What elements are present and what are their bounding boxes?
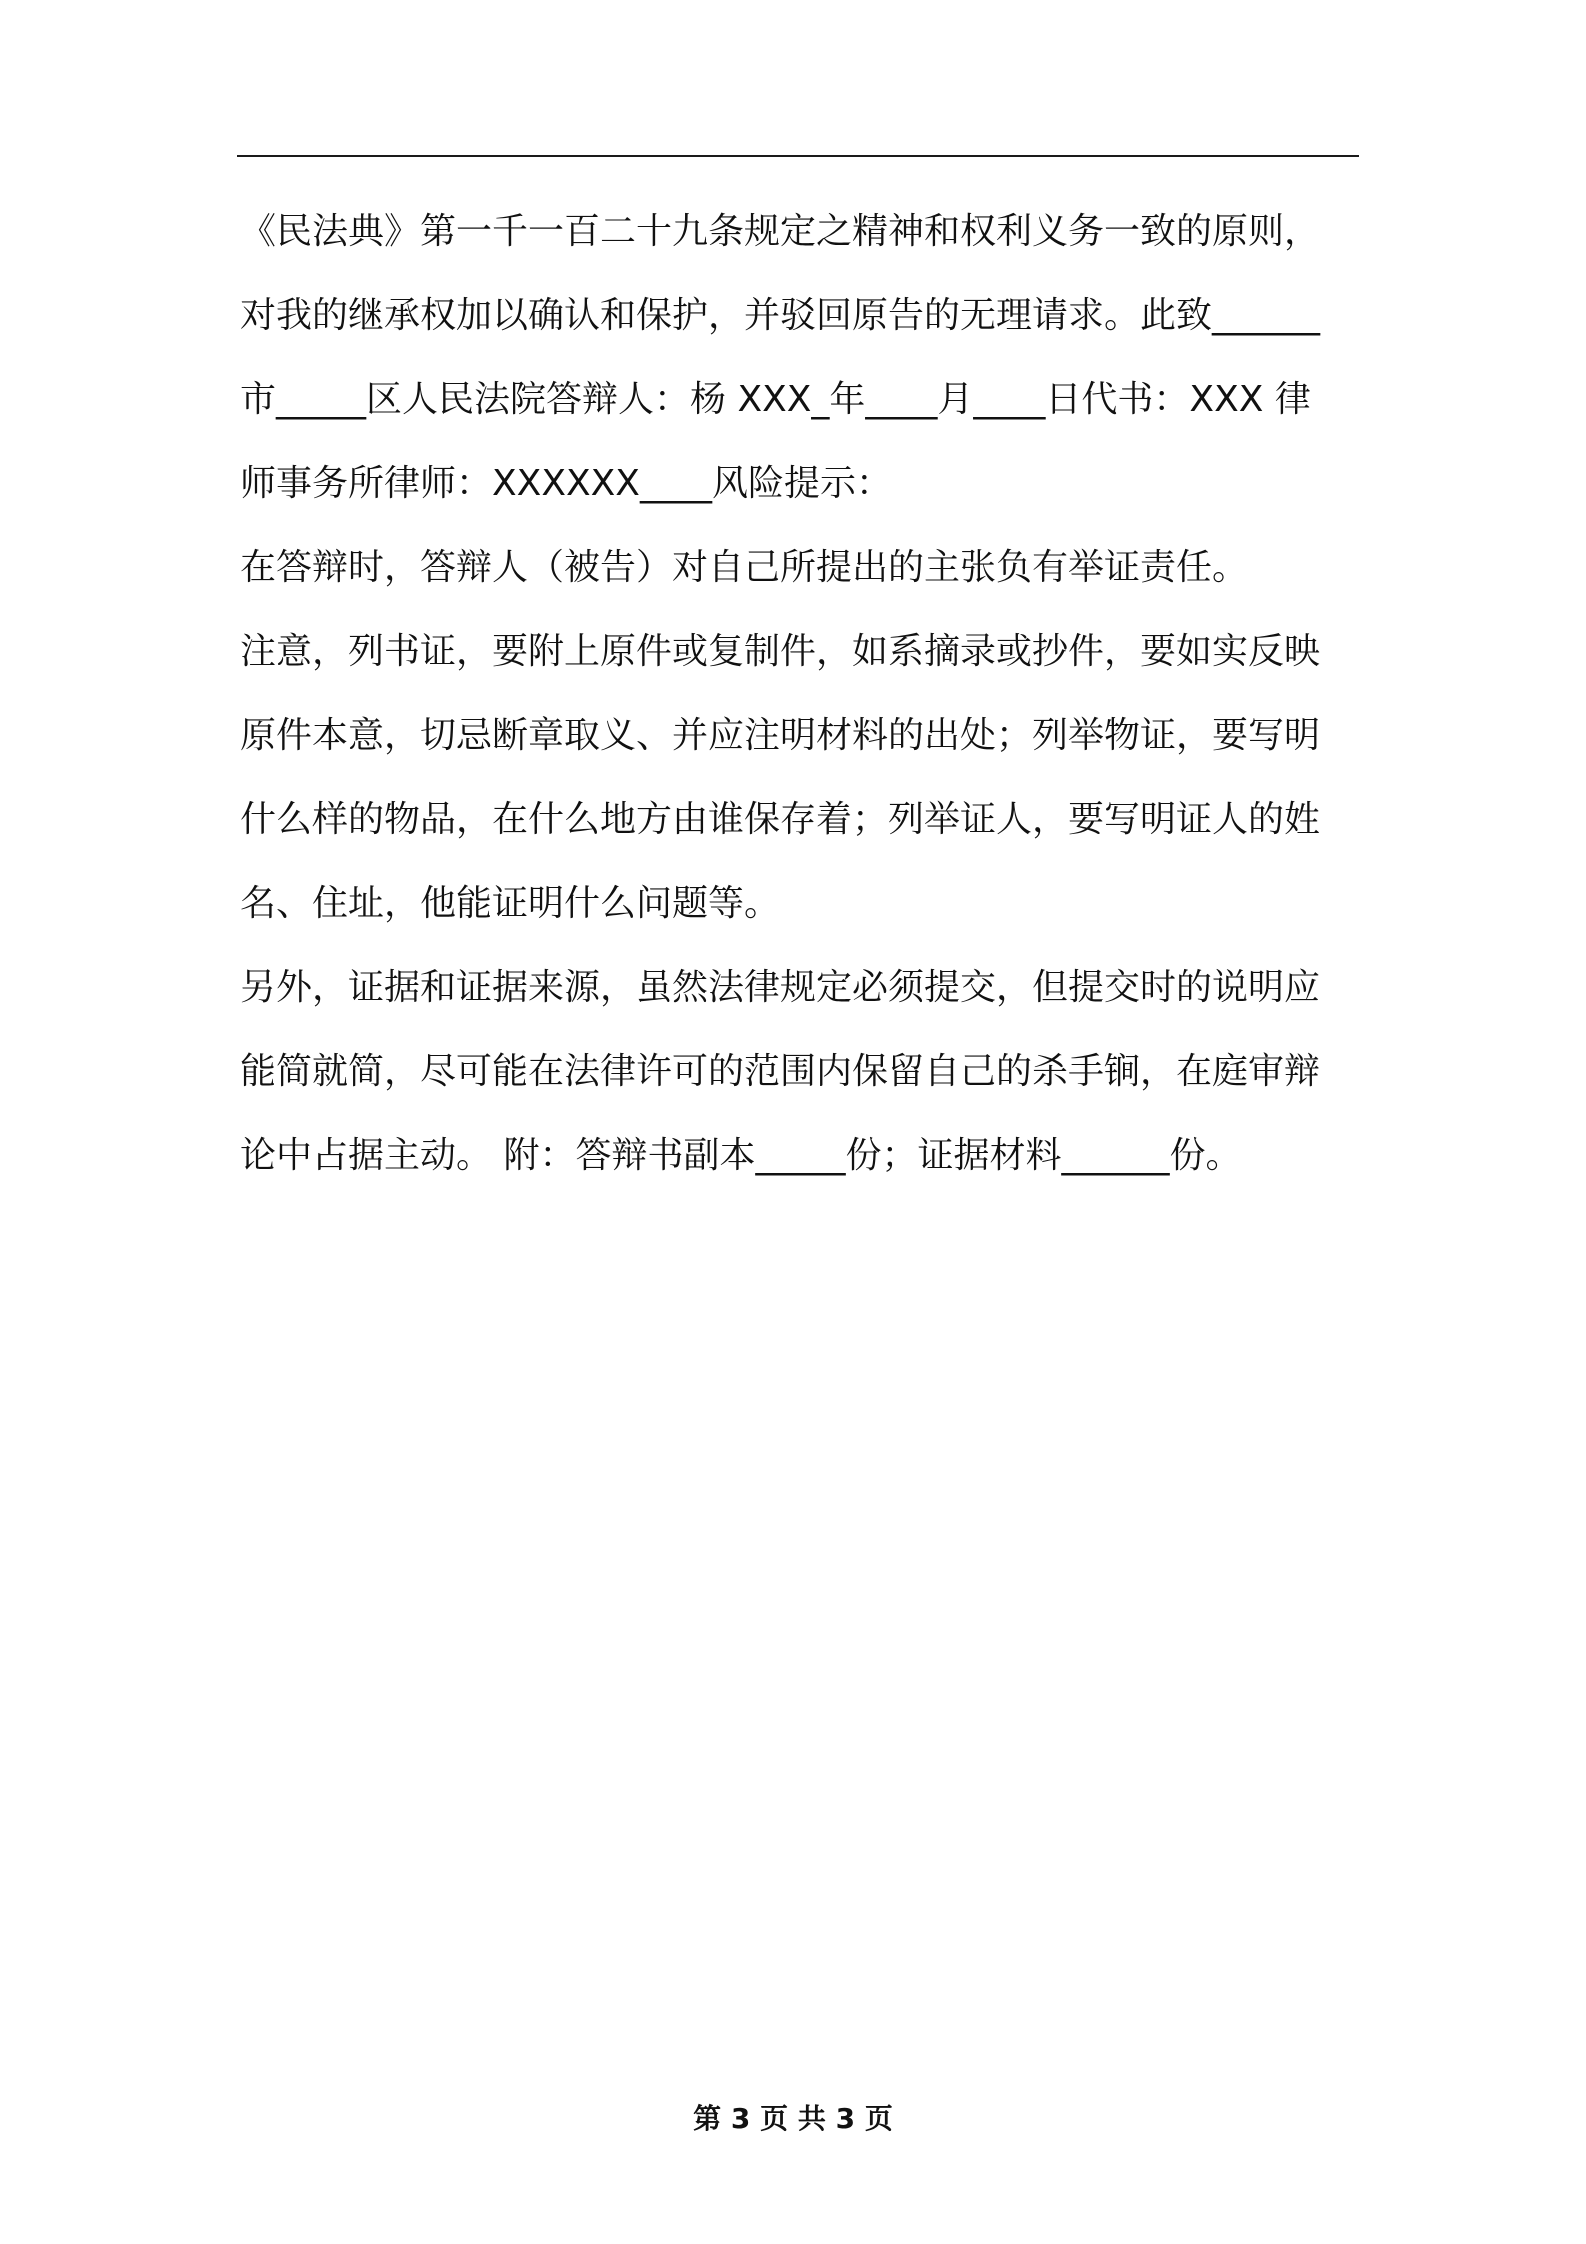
text-line: 在答辩时，答辩人（被告）对自己所提出的主张负有举证责任。 [240, 547, 1249, 588]
text-line: 什么样的物品，在什么地方由谁保存着；列举证人，要写明证人的姓 [240, 799, 1321, 840]
document-body [240, 190, 1360, 1198]
text-line: 对我的继承权加以确认和保护，并驳回原告的无理请求。此致______ [240, 295, 1321, 336]
text-line: 注意，列书证，要附上原件或复制件，如系摘录或抄件，要如实反映 [240, 631, 1321, 672]
text-line: 市_____区人民法院答辩人：杨 XXX_年____月____日代书：XXX 律 [240, 379, 1311, 420]
header-rule [237, 155, 1359, 157]
text-line: 另外，证据和证据来源，虽然法律规定必须提交，但提交时的说明应 [240, 967, 1321, 1008]
text-line: 论中占据主动。 附：答辩书副本_____份；证据材料______份。 [240, 1135, 1242, 1176]
text-line: 名、住址，他能证明什么问题等。 [240, 883, 781, 924]
text-line: 师事务所律师：XXXXXX____风险提示： [240, 463, 892, 504]
text-line: 能简就简，尽可能在法律许可的范围内保留自己的杀手锏，在庭审辩 [240, 1051, 1321, 1092]
text-line: 《民法典》第一千一百二十九条规定之精神和权利义务一致的原则， [240, 211, 1321, 252]
page-number-footer: 第 3 页 共 3 页 [693, 2102, 893, 2135]
text-line: 原件本意，切忌断章取义、并应注明材料的出处；列举物证，要写明 [240, 715, 1321, 756]
